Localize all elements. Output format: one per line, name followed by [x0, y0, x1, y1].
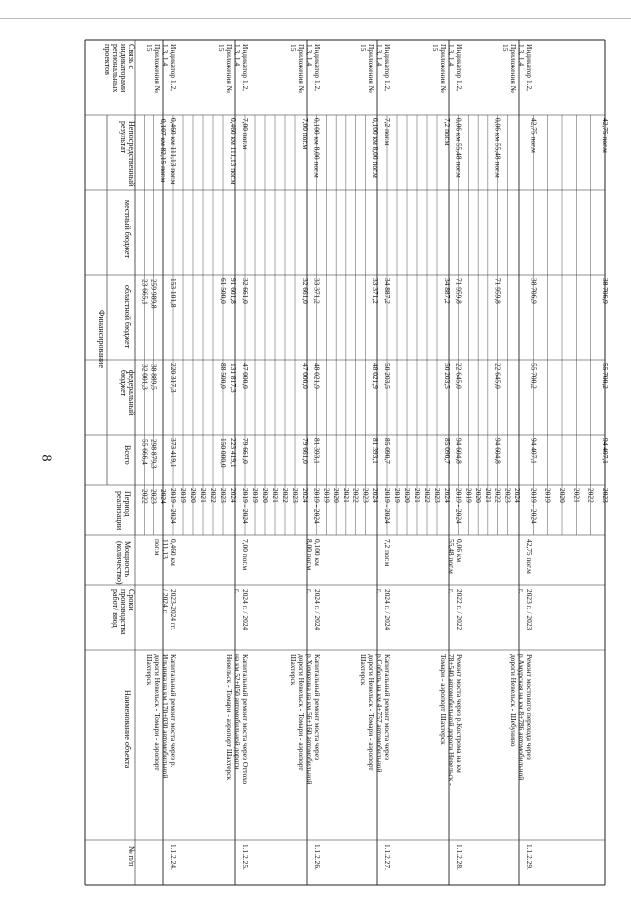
object-number: 1.1.2.27.: [383, 844, 392, 870]
header-total: Всего: [123, 445, 132, 465]
object-name: р.Амурская на км 8+786 автомобильной: [517, 654, 526, 781]
page-number: 8: [38, 454, 54, 462]
year-cell: 2024: [301, 488, 310, 503]
object-link: 1.3, 1.4: [161, 44, 170, 67]
object-name: Ремонт мостового перехода через: [525, 654, 534, 760]
result-cell: 7,2 пог.м: [383, 118, 392, 146]
total-cell: 94 407,1: [529, 438, 539, 464]
result-cell: 0,100 км 8,00 пог.м: [312, 118, 322, 178]
year-cell: 2019: [464, 488, 474, 503]
header-name: Наименование объекта: [123, 690, 132, 769]
year-cell: 2020: [189, 488, 198, 503]
header-period: реализации: [115, 491, 124, 531]
total-cell: 94 604,8: [454, 438, 464, 464]
object-terms: 2024 г. / 2024: [241, 589, 250, 631]
year-cell: 2021: [271, 488, 280, 503]
regional-cell: 91 601,8: [229, 278, 238, 304]
federal-cell: 55 700,2: [601, 363, 610, 389]
object-terms: 2023 г. / 2023: [525, 589, 534, 631]
object-terms: г.: [375, 589, 384, 594]
object-power: пог.м: [153, 539, 162, 556]
regional-cell: 38 706,9: [529, 278, 539, 304]
federal-cell: 48 021,9: [312, 363, 322, 389]
total-cell: 81 393,1: [312, 438, 322, 464]
header-terms: Сроки: [127, 589, 136, 611]
result-cell: 42,75 пог.м: [529, 118, 539, 153]
regional-cell: 33 371,2: [312, 278, 322, 304]
object-link: Приложения №: [225, 44, 234, 93]
object-link: 1.3, 1.4: [517, 44, 526, 67]
header-link: Связь с: [127, 44, 136, 70]
total-cell: 81 393,1: [371, 438, 380, 464]
total-cell: 223 419,1: [229, 438, 238, 468]
object-name: дороги Невельск - Томари - аэропорт: [367, 654, 376, 771]
object-link: 1.3, 1.4: [447, 44, 456, 67]
object-link: 15: [145, 44, 154, 52]
year-cell: 2019 - 2024: [312, 488, 322, 524]
year-cell: 2021: [413, 488, 422, 503]
federal-cell: 38 889,5: [149, 364, 159, 390]
header-financing: Финансирование: [97, 310, 106, 368]
object-link: 1.3, 1.4: [233, 44, 242, 67]
object-link: Индикатор 1.2,: [313, 44, 322, 92]
year-cell: 2019: [543, 488, 553, 503]
object-name: р.Соболь на км 4+757 автомобильной: [375, 654, 384, 773]
object-link: 15: [501, 44, 510, 52]
header-link: региональных: [111, 44, 120, 93]
year-cell: 2024: [443, 488, 452, 503]
object-terms: 2023-2024 гг.: [169, 589, 178, 630]
regional-cell: 153 101,8: [169, 278, 178, 308]
object-power: 8,00 пог.м: [305, 539, 314, 571]
total-cell: 79 661,0: [301, 438, 310, 464]
object-name: Капитальный ремонт моста через р.: [169, 654, 178, 768]
header-terms: производства: [119, 589, 128, 635]
object-link: Индикатор 1.2,: [169, 44, 178, 92]
year-cell: 2019 - 2024: [241, 488, 250, 524]
regional-cell: 71 959,8: [454, 278, 464, 304]
object-name: Невельск - Томари - аэропорт Шахтерск: [225, 654, 234, 781]
object-name: 78+540 автомобильной дороги Невельск -: [447, 654, 456, 786]
year-cell: 2019: [251, 488, 260, 503]
object-number: 1.1.2.24.: [169, 844, 178, 870]
header-result: Непосредственный: [127, 121, 136, 187]
object-name: на км 52+050 автомобильной дороги: [233, 654, 242, 770]
object-terms: г.: [305, 589, 314, 594]
regional-cell: 38 706,9: [601, 278, 610, 304]
regional-cell: 71 959,8: [493, 278, 503, 304]
year-cell: 2022: [493, 488, 503, 503]
total-cell: 85 090,7: [443, 438, 452, 464]
federal-cell: 50 203,5: [443, 363, 452, 389]
object-link: Приложения №: [509, 44, 518, 93]
year-cell: 2020: [403, 488, 412, 503]
header-regional: областной бюджет: [123, 285, 132, 349]
total-cell: 94 407,1: [601, 438, 610, 464]
object-number: 1.1.2.26.: [313, 844, 322, 870]
year-cell: 2023: [503, 488, 513, 503]
year-cell: 2019: [393, 488, 402, 503]
total-cell: 55 666,4: [140, 439, 150, 465]
object-link: Индикатор 1.2,: [241, 44, 250, 92]
regional-cell: 61 500,0: [219, 278, 228, 304]
total-cell: 94 604,8: [493, 438, 503, 464]
year-cell: 2022: [351, 488, 361, 503]
year-cell: 2022: [281, 488, 290, 503]
total-cell: 298 879,3: [149, 439, 159, 469]
year-cell: 2023: [433, 488, 442, 503]
total-cell: 373 419,1: [169, 438, 178, 468]
total-cell: 79 661,0: [241, 438, 250, 464]
year-cell: 2023: [291, 488, 300, 503]
object-name: Капитальный ремонт моста через: [313, 654, 322, 761]
object-name: дороги Невельск - Шебунино: [509, 654, 518, 747]
year-cell: 2024: [159, 489, 168, 504]
year-cell: 2024: [371, 488, 380, 503]
financing-table: [85, 40, 610, 885]
result-cell: 7,00 пог.м: [301, 118, 310, 150]
regional-cell: 34 887,2: [443, 278, 452, 304]
year-cell: 2022: [586, 488, 596, 503]
object-link: Приложения №: [297, 44, 306, 93]
result-cell: 7,00 пог.м: [241, 118, 250, 150]
object-link: 1.3, 1.4: [305, 44, 314, 67]
object-name: Капитальный ремонт моста через: [383, 654, 392, 761]
result-cell: 0,107 км 82,15 пог.м: [159, 119, 168, 183]
federal-cell: 88 500,0: [219, 363, 228, 389]
year-cell: 2019 - 2024: [529, 488, 539, 524]
year-cell: 2024: [229, 488, 238, 503]
federal-cell: 22 645,0: [493, 363, 503, 389]
object-power: 7,00 пог.м: [241, 539, 250, 571]
object-name: дороги Невельск - Томари - аэропорт: [153, 654, 162, 771]
year-cell: 2020: [332, 488, 342, 503]
year-cell: 2020: [474, 488, 484, 503]
object-terms: / 2024 г.: [161, 589, 170, 614]
object-link: 15: [217, 44, 226, 52]
year-cell: 2020: [261, 488, 270, 503]
federal-cell: 131 817,3: [229, 363, 238, 393]
object-number: 1.1.2.28.: [455, 844, 464, 870]
object-terms: 2024 г. / 2024: [383, 589, 392, 631]
object-link: Индикатор 1.2,: [525, 44, 534, 92]
year-cell: 2019 - 2024: [454, 488, 464, 524]
regional-cell: 32 661,0: [241, 278, 250, 304]
federal-cell: 22 645,0: [454, 363, 464, 389]
year-cell: 2019 - 2024: [383, 488, 392, 524]
object-name: р.Химкенка на км 56+160 автомобильной: [305, 654, 314, 785]
federal-cell: 55 700,2: [529, 363, 539, 389]
header-power: Мощность: [123, 541, 132, 578]
result-cell: 0,06 км 55,48 пог.м: [493, 118, 503, 178]
year-cell: 2022: [209, 488, 218, 503]
object-link: 1.3, 1.4: [375, 44, 384, 67]
financing-table-svg: [85, 40, 610, 885]
federal-cell: 48 021,9: [371, 363, 380, 389]
object-terms: г.: [447, 589, 456, 594]
header-link: индикаторами: [119, 44, 128, 93]
object-name: Шахтерск: [289, 654, 298, 686]
object-terms: 2022 г. / 2022: [455, 589, 464, 631]
object-terms: 2024 г. / 2024: [313, 589, 322, 631]
object-link: Приложения №: [153, 44, 162, 93]
federal-cell: 220 317,3: [169, 363, 178, 393]
regional-cell: 259 989,8: [149, 279, 159, 309]
object-power: 42,75 пог.м: [525, 539, 534, 574]
year-cell: 2019: [322, 488, 332, 503]
object-number: 1.1.2.29.: [525, 844, 534, 870]
result-cell: 0,06 км 55,48 пог.м: [454, 118, 464, 178]
object-name: Томари - аэропорт Шахтерск: [439, 654, 448, 745]
header-federal: федеральный: [127, 370, 136, 416]
object-power: 111,13: [161, 539, 170, 559]
object-power: 0,460 км: [169, 539, 178, 566]
total-cell: 150 000,0: [219, 438, 228, 468]
year-cell: 2023: [361, 488, 371, 503]
object-name: Шахтерск: [145, 654, 154, 686]
year-cell: 2021: [483, 488, 493, 503]
header-power: (количество): [115, 541, 124, 585]
federal-cell: 47 000,0: [241, 363, 250, 389]
year-cell: 2021: [572, 488, 582, 503]
year-cell: 2023: [601, 488, 610, 503]
year-cell: 2023: [219, 488, 228, 503]
result-cell: 7,2 пог.м: [443, 118, 452, 146]
header-num: № п/п: [127, 846, 136, 867]
object-link: Индикатор 1.2,: [383, 44, 392, 92]
header-federal: бюджет: [119, 370, 128, 397]
year-cell: 2019: [179, 488, 188, 503]
object-power: 0,06 км: [455, 539, 464, 563]
object-link: Индикатор 1.2,: [455, 44, 464, 92]
regional-cell: 23 665,1: [140, 279, 150, 305]
header-result: результат: [119, 121, 128, 154]
year-cell: 2023: [149, 489, 159, 504]
result-cell: 0,100 км 8,00 пог.м: [371, 118, 380, 178]
scan-edge-line: [0, 18, 631, 19]
object-name: Капитальный ремонт моста через Оттохо: [241, 654, 250, 785]
header-link: проектов: [103, 44, 112, 75]
federal-cell: 47 000,0: [301, 363, 310, 389]
year-cell: 2019 - 2024: [169, 488, 178, 524]
object-name: дороги Невельск - Томари - аэропорт: [297, 654, 306, 771]
object-terms: г.: [233, 589, 242, 594]
object-link: 15: [359, 44, 368, 52]
year-cell: 2022: [140, 489, 150, 504]
object-power: 0,100 км: [313, 539, 322, 566]
header-period: Период: [123, 491, 132, 517]
header-local: местный бюджет: [123, 200, 132, 258]
object-link: 15: [289, 44, 298, 52]
object-link: Приложения №: [367, 44, 376, 93]
object-terms: г.: [517, 589, 526, 594]
header-terms: работ/ ввод: [111, 589, 120, 628]
regional-cell: 33 371,2: [371, 278, 380, 304]
object-number: 1.1.2.25.: [241, 844, 250, 870]
result-cell: 0,460 км 111,13 пог.м: [229, 118, 238, 185]
object-link: Приложения №: [439, 44, 448, 93]
federal-cell: 50 203,5: [383, 363, 392, 389]
regional-cell: 34 887,2: [383, 278, 392, 304]
object-link: 15: [431, 44, 440, 52]
object-name: Шахтерск: [359, 654, 368, 686]
federal-cell: 32 001,3: [140, 364, 150, 390]
object-name: Ремонт моста через р.Кострома на км: [455, 654, 464, 773]
year-cell: 2022: [423, 488, 432, 503]
object-power: 55,48 пог.м: [447, 539, 456, 574]
result-cell: 42,75 пог.м: [601, 118, 610, 153]
object-power: 7,2 пог.м: [383, 539, 392, 567]
year-cell: 2020: [558, 488, 567, 503]
total-cell: 85 090,7: [383, 438, 392, 464]
year-cell: 2021: [199, 488, 208, 503]
regional-cell: 32 661,0: [301, 278, 310, 304]
result-cell: 0,460 км 111,13 пог.м: [169, 118, 178, 185]
year-cell: 2021: [341, 488, 351, 503]
object-name: Ильинка на км 170+030 автомобильной: [161, 654, 170, 779]
year-cell: 2024: [513, 488, 522, 503]
